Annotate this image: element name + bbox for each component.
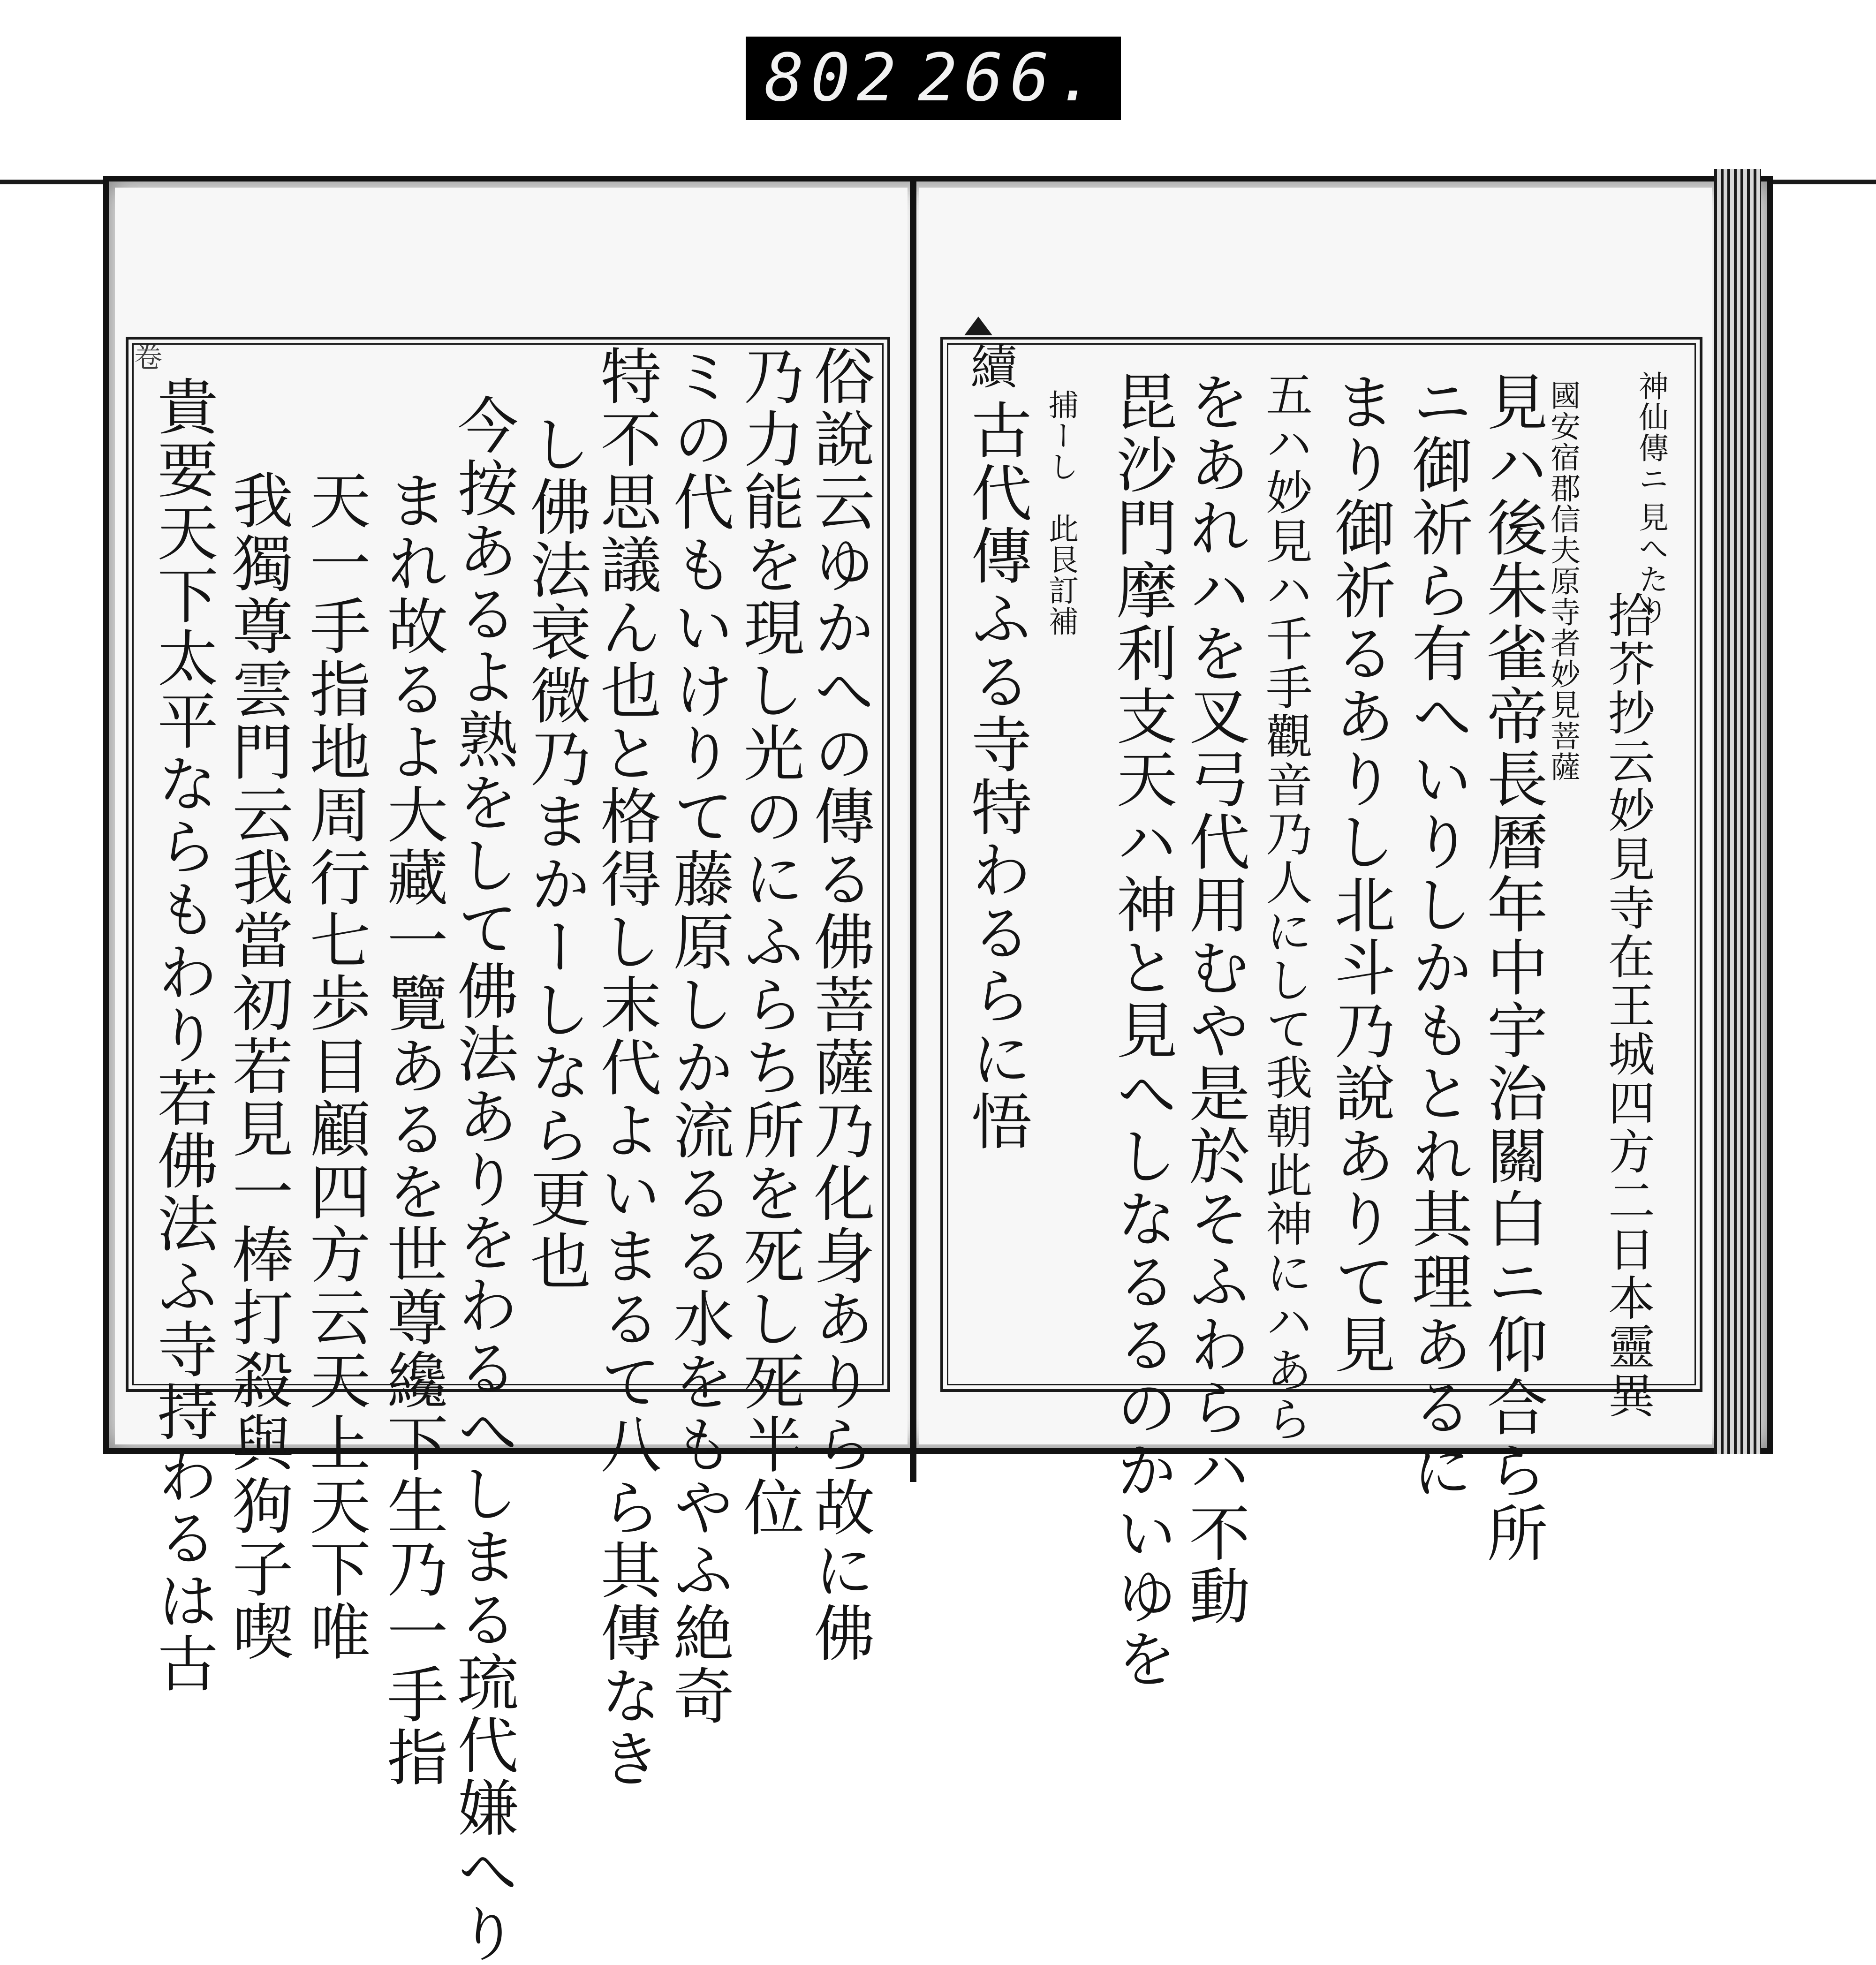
label-volume-number: 802 (764, 40, 903, 116)
left-margin-title: 卷 (129, 342, 162, 373)
text-column: 拾芥抄云妙見寺在王城四方二日本靈異 (1600, 591, 1655, 1420)
text-column: 見ハ後朱雀帝長曆年中宇治關白ニ仰合ら所 (1477, 370, 1548, 1564)
text-column: まれ故るよ大藏一覽あるを世尊纔下生乃一手指 (377, 469, 448, 1789)
text-column: 毘沙門摩利支天ハ神と見へしなるるのかいゆを (1106, 370, 1178, 1690)
text-column: 五ハ妙見ハ千手觀音乃人にして我朝此神にハあら (1258, 370, 1313, 1444)
text-column: 天一手指地周行七歩目顧四方云天上天下唯 (300, 469, 371, 1663)
text-column: 特不思議ん也と格得し末代よいまるて八ら其傳なき (590, 345, 662, 1790)
section-marker-triangle (964, 317, 992, 335)
text-column: 神仙傳ニ (1634, 370, 1668, 494)
text-column: 捕ーし 此艮訂補 (1044, 389, 1078, 637)
text-column: をあれハを叉弓代用むや是於そふわらハ不動 (1179, 370, 1250, 1627)
text-column: 俗說云ゆかへの傳る佛菩薩乃化身ありら故に佛 (804, 345, 875, 1664)
text-column: 國安宿郡信夫原寺者妙見菩薩 (1545, 380, 1580, 782)
text-column: 乃力能を現し光のにふらち所を死し死半位 (734, 345, 805, 1539)
label-page-number: 266. (917, 40, 1102, 116)
archive-reference-label (746, 37, 1121, 120)
text-column: まり御祈るありし北斗乃說ありて見 (1324, 370, 1396, 1376)
book-spine (910, 178, 916, 1482)
text-column: 今按あるよ熟をして佛法ありをわるへしまる琉代嫌へり (447, 394, 519, 1965)
text-column: ミの代もいけりて藤原しか流るる水をもやふ絶奇 (663, 345, 734, 1727)
text-column: 續 (962, 342, 1017, 391)
book-page-edges (1714, 169, 1761, 1454)
text-column: 貴要天下太平ならもわり若佛法ふ寺持わるは古 (147, 375, 219, 1695)
text-column: ニ御祈ら有へいりしかもとれ其理あるに (1402, 370, 1473, 1502)
text-column: 我獨尊雲門云我當初若見一棒打殺與狗子喫 (222, 469, 294, 1663)
text-column: し佛法衰微乃まかーしなら更也 (520, 413, 591, 1292)
text-column: 古代傳ふる寺特わるらに悟 (961, 399, 1032, 1153)
text-column: 見へたり (1634, 502, 1668, 626)
